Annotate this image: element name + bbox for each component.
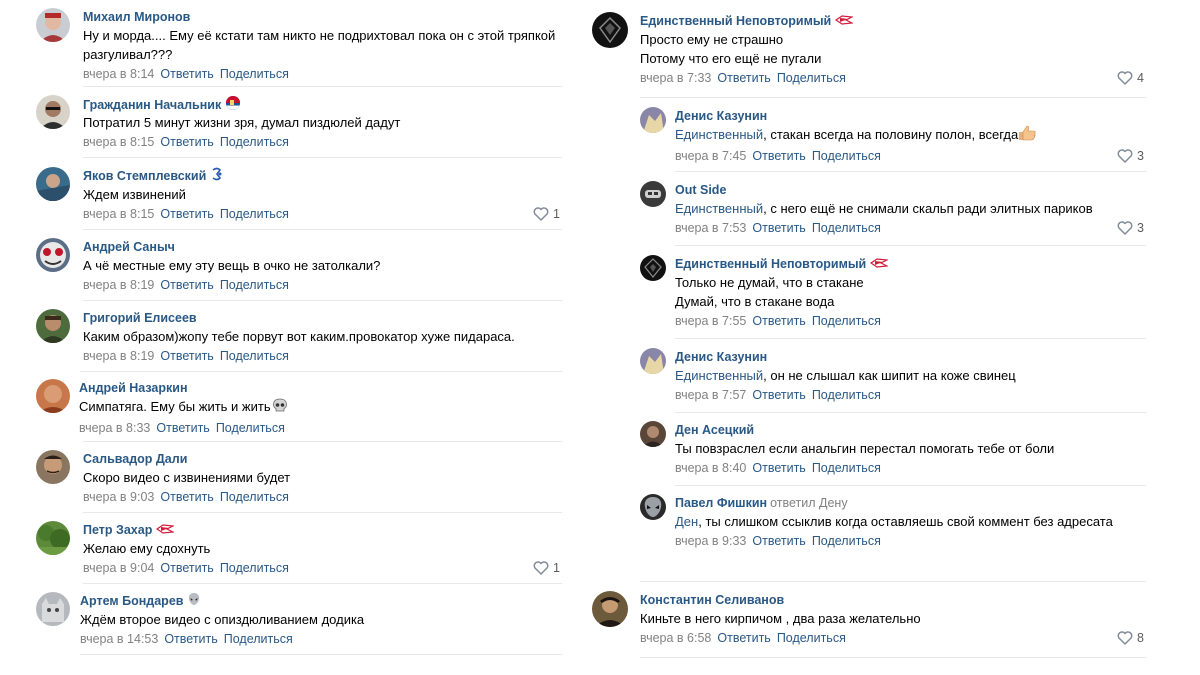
divider xyxy=(83,229,562,230)
like-button[interactable] xyxy=(1117,68,1144,88)
author-name[interactable]: Артем Бондарев xyxy=(80,594,184,608)
avatar[interactable] xyxy=(36,309,70,343)
share-button[interactable]: Поделиться xyxy=(811,534,881,548)
heart-icon xyxy=(533,207,549,221)
share-button[interactable]: Поделиться xyxy=(219,561,289,575)
author-name[interactable]: Денис Казунин xyxy=(675,109,768,123)
avatar[interactable] xyxy=(640,107,666,133)
reply-button[interactable]: Ответить xyxy=(160,67,214,81)
spartak-logo-icon xyxy=(870,256,888,274)
share-button[interactable]: Поделиться xyxy=(219,207,289,221)
comment-text: Единственный, с него ещё не снимали скальп ради элитных париков xyxy=(675,201,1093,216)
comment-text: Ты повзраслел если анальгин перестал помогать тебе от боли xyxy=(675,441,1055,456)
comment-text: А чё местные ему эту вещь в очко не затолкали? xyxy=(83,258,381,273)
timestamp[interactable]: вчера в 8:15 xyxy=(83,135,155,149)
comment xyxy=(36,167,562,227)
comment-text: Скоро видео с извинениями будет xyxy=(83,470,291,485)
timestamp[interactable]: вчера в 7:45 xyxy=(675,149,747,164)
comment-text: Желаю ему сдохнуть xyxy=(83,541,211,556)
reply-button[interactable]: Ответить xyxy=(160,135,214,149)
divider xyxy=(80,371,562,372)
comment-text: Единственный, стакан всегда на половину полон, всегда xyxy=(675,125,1146,146)
author-name[interactable]: Павел Фишкин xyxy=(675,496,768,510)
timestamp[interactable]: вчера в 7:55 xyxy=(675,314,747,328)
comment-meta xyxy=(83,204,562,224)
timestamp[interactable]: вчера в 14:53 xyxy=(80,632,159,646)
divider xyxy=(83,583,562,584)
like-button[interactable] xyxy=(533,558,560,578)
avatar[interactable] xyxy=(36,167,70,201)
like-count: 1 xyxy=(553,561,560,575)
share-button[interactable]: Поделиться xyxy=(776,71,846,85)
reply-button[interactable]: Ответить xyxy=(752,461,806,475)
reply-comment xyxy=(640,348,1146,408)
comment-meta xyxy=(675,218,1146,238)
comment xyxy=(36,450,562,510)
comment-meta xyxy=(640,628,1146,648)
comment-text: Ждем извинений xyxy=(83,187,186,202)
like-button[interactable] xyxy=(1117,218,1144,238)
reply-button[interactable]: Ответить xyxy=(752,388,806,402)
author-name[interactable]: Out Side xyxy=(675,183,727,197)
like-count: 4 xyxy=(1137,71,1144,85)
heart-icon xyxy=(1117,71,1133,85)
reply-comment xyxy=(640,181,1146,241)
comment xyxy=(592,591,1146,653)
timestamp[interactable]: вчера в 9:03 xyxy=(83,490,155,504)
timestamp[interactable]: вчера в 7:57 xyxy=(675,388,747,402)
reply-comment xyxy=(640,421,1146,481)
like-count: 3 xyxy=(1137,221,1144,235)
divider xyxy=(83,157,562,158)
reply-button[interactable]: Ответить xyxy=(717,71,771,85)
reply-button[interactable]: Ответить xyxy=(752,534,806,548)
divider xyxy=(83,86,562,87)
reply-comment xyxy=(640,494,1146,576)
share-button[interactable]: Поделиться xyxy=(219,349,289,363)
avatar[interactable] xyxy=(592,12,628,48)
heart-icon xyxy=(1117,631,1133,645)
comment-text: Потратил 5 минут жизни зря, думал пиздюлей дадут xyxy=(83,115,401,130)
divider xyxy=(83,300,562,301)
share-button[interactable]: Поделиться xyxy=(776,631,846,645)
reply-button[interactable]: Ответить xyxy=(156,420,210,435)
share-button[interactable]: Поделиться xyxy=(215,420,285,435)
comment-text: Каким образом)жопу тебе порвут вот каким.провокатор хуже пидараса. xyxy=(83,329,515,344)
share-button[interactable]: Поделиться xyxy=(223,632,293,646)
like-count: 1 xyxy=(553,207,560,221)
heart-icon xyxy=(533,561,549,575)
share-button[interactable]: Поделиться xyxy=(219,490,289,504)
reply-button[interactable]: Ответить xyxy=(160,561,214,575)
avatar[interactable] xyxy=(36,95,70,129)
like-button[interactable] xyxy=(1117,628,1144,648)
like-button[interactable] xyxy=(533,204,560,224)
avatar[interactable] xyxy=(640,494,666,520)
timestamp[interactable]: вчера в 8:19 xyxy=(83,349,155,363)
author-name[interactable]: Григорий Елисеев xyxy=(83,311,197,325)
replied-to-label[interactable]: ответил Дену xyxy=(770,496,848,510)
comment-meta xyxy=(83,275,562,295)
author-name[interactable]: Сальвадор Дали xyxy=(83,452,188,466)
author-name[interactable]: Единственный Неповторимый xyxy=(640,14,832,28)
share-button[interactable]: Поделиться xyxy=(219,278,289,292)
comment-text: Ден, ты слишком ссыклив когда оставляешь свой коммент без адресата xyxy=(675,514,1113,529)
comment-text: Только не думай, что в стакане Думай, что в стакане вода xyxy=(675,275,864,309)
divider xyxy=(640,657,1146,658)
comment-meta xyxy=(83,558,562,578)
comment-text: Киньте в него кирпичом , два раза желательно xyxy=(640,611,921,626)
comment xyxy=(592,12,1146,92)
like-button[interactable] xyxy=(1117,146,1144,166)
comment xyxy=(36,309,562,369)
reply-comment xyxy=(640,255,1146,335)
thumbs-up-icon xyxy=(1018,125,1036,146)
comment xyxy=(36,592,562,652)
reply-button[interactable]: Ответить xyxy=(160,207,214,221)
avatar[interactable] xyxy=(36,8,70,42)
avatar[interactable] xyxy=(36,238,70,272)
comment-text: Симпатяга. Ему бы жить и жить xyxy=(79,397,562,418)
divider xyxy=(675,245,1146,246)
heart-icon xyxy=(1117,149,1133,163)
comment-meta xyxy=(640,68,1146,88)
avatar[interactable] xyxy=(36,521,70,555)
comment-meta xyxy=(80,629,562,649)
avatar[interactable] xyxy=(640,348,666,374)
share-button[interactable]: Поделиться xyxy=(219,135,289,149)
reply-button[interactable]: Ответить xyxy=(752,149,806,164)
avatar[interactable] xyxy=(36,379,70,413)
reply-button[interactable]: Ответить xyxy=(160,490,214,504)
share-button[interactable]: Поделиться xyxy=(811,388,881,402)
comment-meta xyxy=(675,311,1146,331)
author-name[interactable]: Константин Селиванов xyxy=(640,593,785,607)
like-count: 3 xyxy=(1137,149,1144,164)
avatar[interactable] xyxy=(36,592,70,626)
author-name[interactable]: Андрей Назаркин xyxy=(79,381,188,395)
reply-button[interactable]: Ответить xyxy=(752,221,806,235)
author-name[interactable]: Единственный Неповторимый xyxy=(675,257,867,271)
addressee-link[interactable]: Ден xyxy=(675,514,699,529)
comment-meta xyxy=(675,458,1146,478)
share-button[interactable]: Поделиться xyxy=(219,67,289,81)
share-button[interactable]: Поделиться xyxy=(811,314,881,328)
addressee-link[interactable]: Единственный xyxy=(675,201,764,216)
timestamp[interactable]: вчера в 9:04 xyxy=(83,561,155,575)
avatar[interactable] xyxy=(640,421,666,447)
author-name[interactable]: Михаил Миронов xyxy=(83,10,191,24)
reply-button[interactable]: Ответить xyxy=(717,631,771,645)
author-name[interactable]: Петр Захар xyxy=(83,523,153,537)
avatar[interactable] xyxy=(640,255,666,281)
dynamo-logo-icon xyxy=(210,167,224,186)
divider xyxy=(640,97,1146,98)
divider xyxy=(675,171,1146,172)
comment xyxy=(36,95,562,155)
addressee-link[interactable]: Единственный xyxy=(675,127,764,142)
comment xyxy=(36,379,562,439)
comment xyxy=(36,521,562,581)
avatar[interactable] xyxy=(640,181,666,207)
avatar[interactable] xyxy=(36,450,70,484)
heart-icon xyxy=(1117,221,1133,235)
spartak-logo-icon xyxy=(835,13,853,31)
comment-meta xyxy=(675,385,1146,405)
comment-text: Просто ему не страшно Потому что его ещё не пугали xyxy=(640,32,822,66)
timestamp[interactable]: вчера в 6:58 xyxy=(640,631,712,645)
divider xyxy=(83,441,562,442)
divider xyxy=(675,485,1146,486)
comment-meta xyxy=(675,531,1146,551)
comment-text: Единственный, он не слышал как шипит на коже свинец xyxy=(675,368,1016,383)
reply-comment xyxy=(640,107,1146,169)
timestamp[interactable]: вчера в 7:53 xyxy=(675,221,747,235)
reply-button[interactable]: Ответить xyxy=(752,314,806,328)
author-name[interactable]: Яков Стемплевский xyxy=(83,169,207,183)
comment-meta xyxy=(83,487,562,507)
reply-button[interactable]: Ответить xyxy=(160,349,214,363)
divider xyxy=(80,654,562,655)
timestamp[interactable]: вчера в 8:15 xyxy=(83,207,155,221)
timestamp[interactable]: вчера в 8:19 xyxy=(83,278,155,292)
comment-text: Ну и морда.... Ему её кстати там никто не подрихтовал пока он с этой тряпкой разгуливал??? xyxy=(83,28,556,62)
divider xyxy=(640,581,1146,582)
addressee-link[interactable]: Единственный xyxy=(675,368,764,383)
share-button[interactable]: Поделиться xyxy=(811,221,881,235)
comment-meta xyxy=(79,418,562,438)
comment-meta xyxy=(675,146,1146,166)
share-button[interactable]: Поделиться xyxy=(811,461,881,475)
skull-icon xyxy=(272,398,288,418)
timestamp[interactable]: вчера в 8:33 xyxy=(79,420,151,435)
comment-meta xyxy=(83,132,562,152)
author-name[interactable]: Андрей Саныч xyxy=(83,240,175,254)
timestamp[interactable]: вчера в 7:33 xyxy=(640,71,712,85)
avatar[interactable] xyxy=(592,591,628,627)
divider xyxy=(675,338,1146,339)
comment-meta xyxy=(83,64,562,84)
spartak-logo-icon xyxy=(156,522,174,540)
timestamp[interactable]: вчера в 9:33 xyxy=(675,534,747,548)
alien-icon xyxy=(187,592,201,611)
comment xyxy=(36,8,562,90)
author-name[interactable]: Денис Казунин xyxy=(675,350,768,364)
timestamp[interactable]: вчера в 8:14 xyxy=(83,67,155,81)
reply-button[interactable]: Ответить xyxy=(160,278,214,292)
like-count: 8 xyxy=(1137,631,1144,645)
divider xyxy=(83,512,562,513)
timestamp[interactable]: вчера в 8:40 xyxy=(675,461,747,475)
reply-button[interactable]: Ответить xyxy=(164,632,218,646)
comment-text: Ждём второе видео с опиздюливанием додика xyxy=(80,612,365,627)
comment xyxy=(36,238,562,298)
comment-meta xyxy=(83,346,562,366)
author-name[interactable]: Ден Асецкий xyxy=(675,423,755,437)
divider xyxy=(675,412,1146,413)
author-name[interactable]: Гражданин Начальник xyxy=(83,97,222,112)
share-button[interactable]: Поделиться xyxy=(811,149,881,164)
